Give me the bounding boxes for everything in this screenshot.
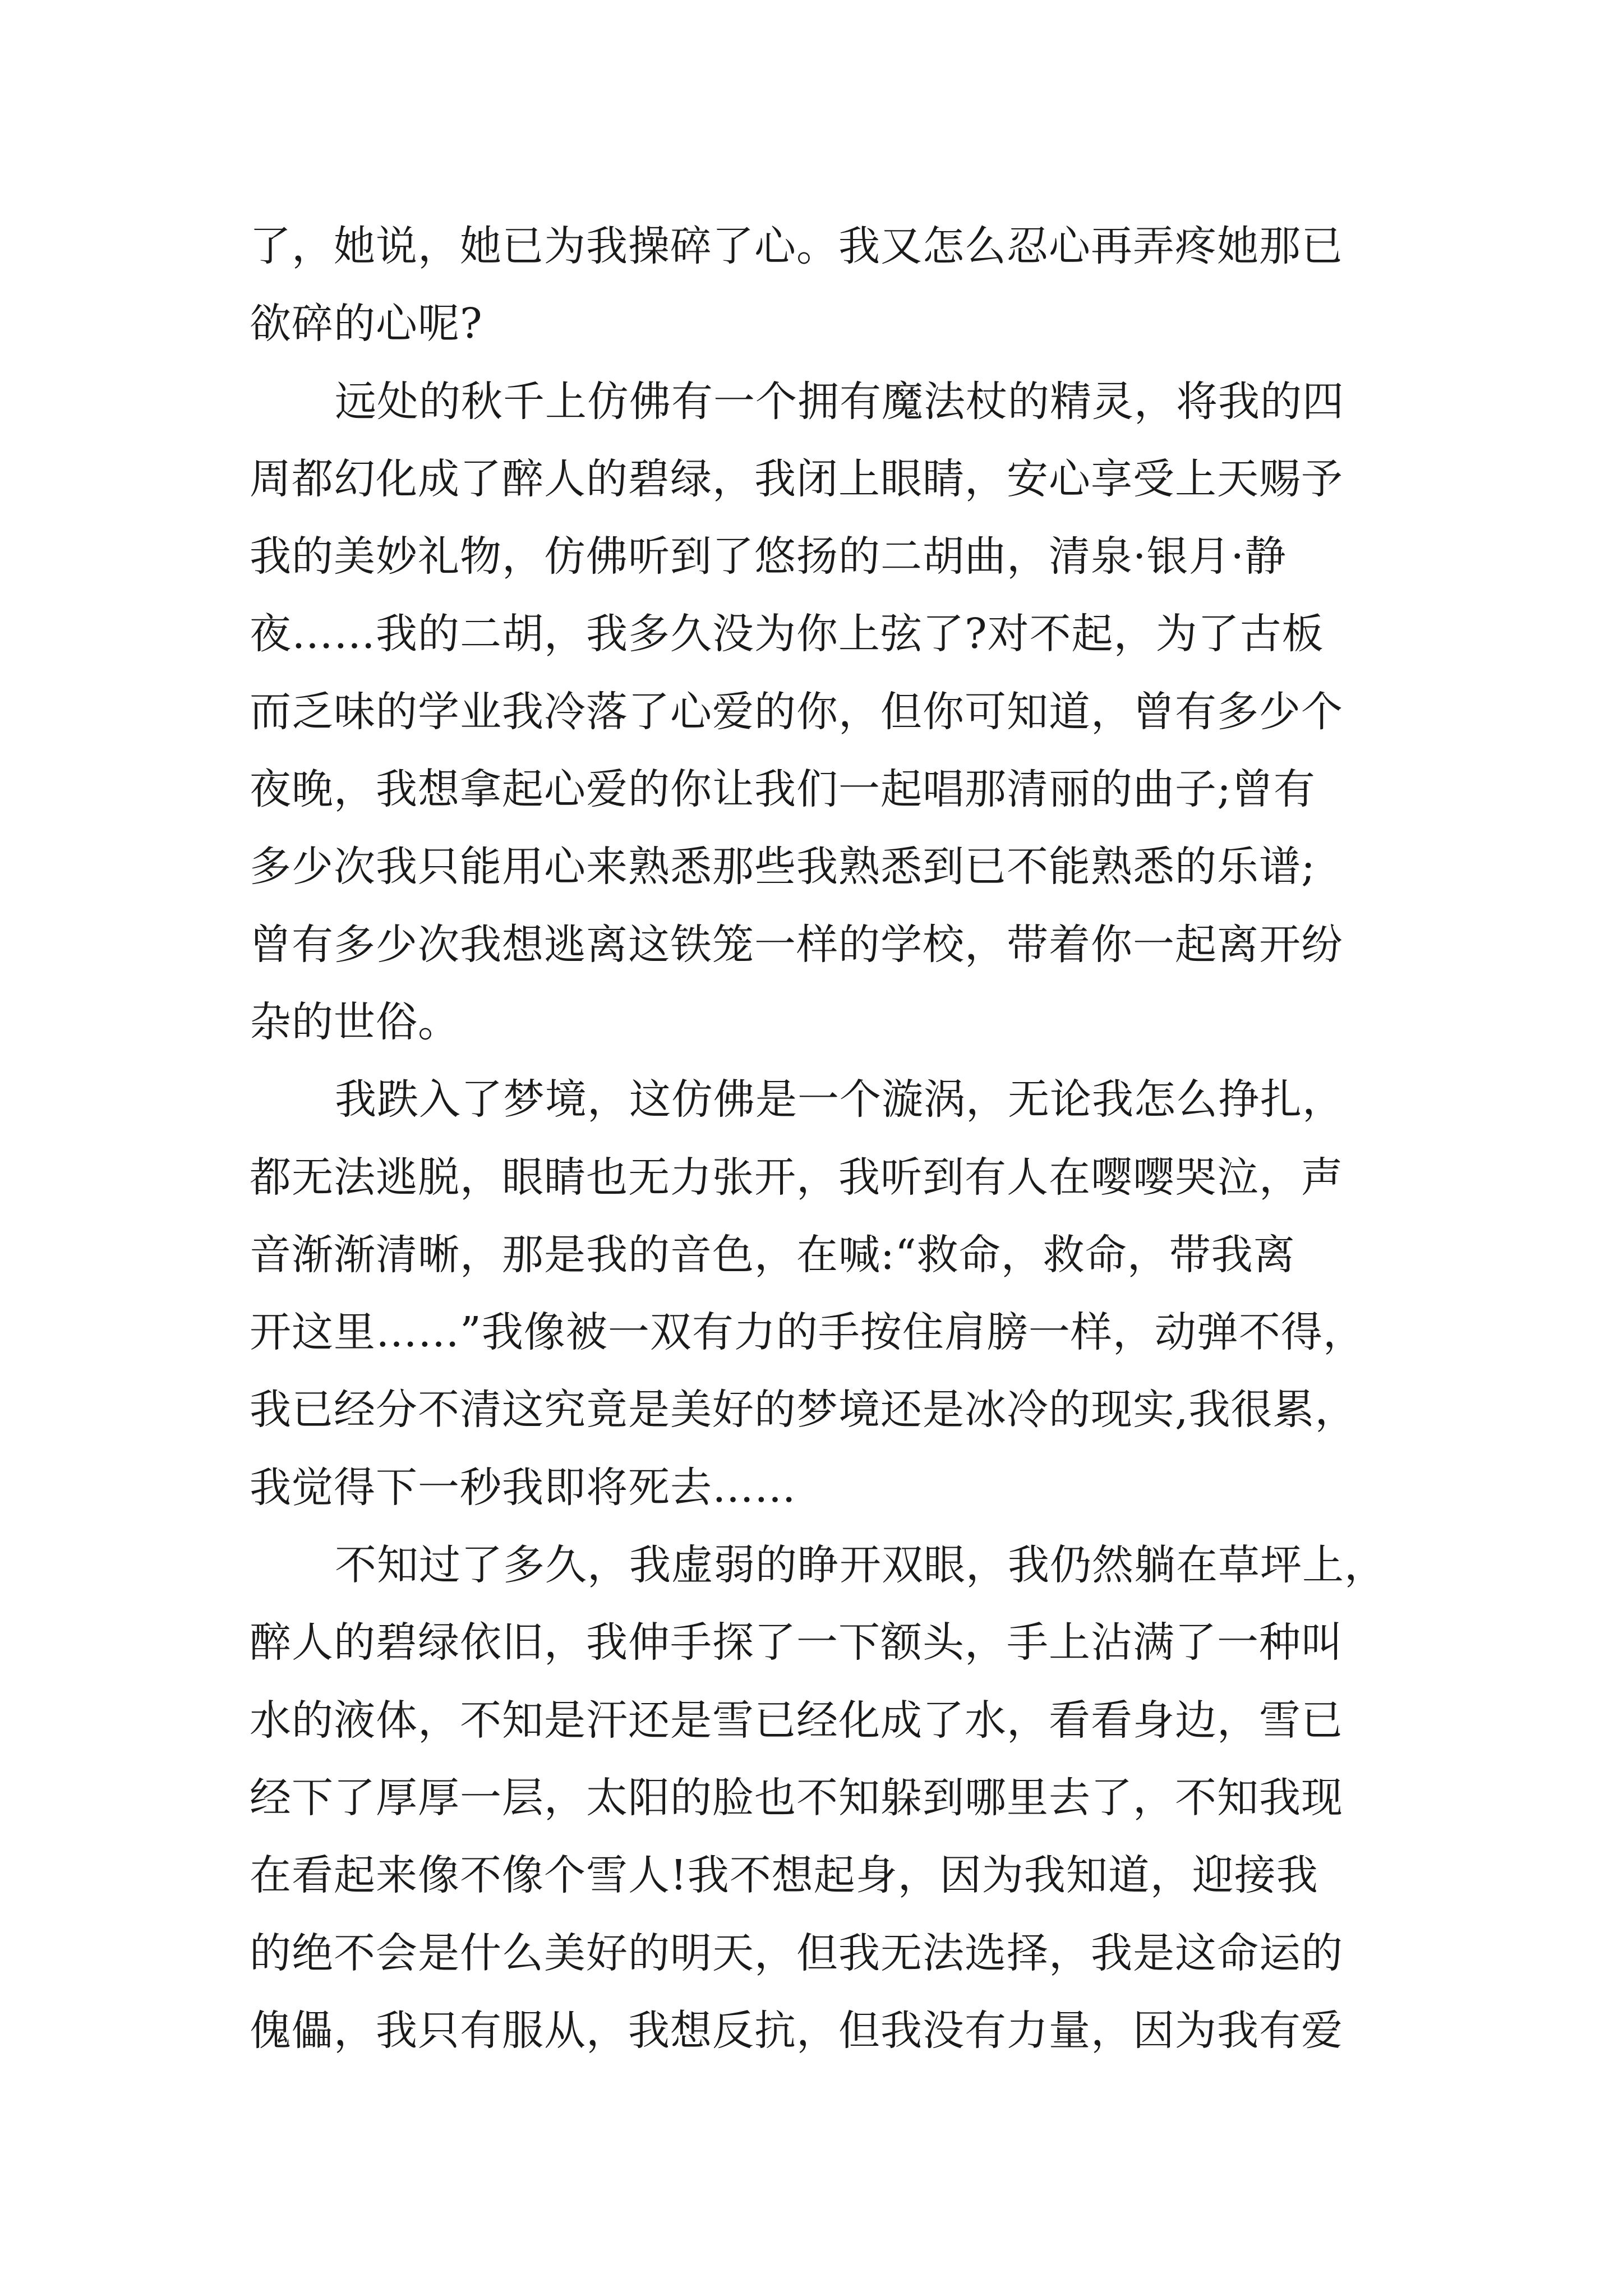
text-line: 音渐渐清晰，那是我的音色，在喊:“救命，救命，带我离 bbox=[250, 1230, 1295, 1279]
text-line: 欲碎的心呢? bbox=[250, 300, 483, 348]
text-line: 而乏味的学业我冷落了心爱的你，但你可知道，曾有多少个 bbox=[250, 687, 1343, 736]
body-text bbox=[250, 208, 1386, 2069]
text-line: 都无法逃脱，眼睛也无力张开，我听到有人在嘤嘤哭泣，声 bbox=[250, 1153, 1343, 1202]
text-line: 多少次我只能用心来熟悉那些我熟悉到已不能熟悉的乐谱; bbox=[250, 843, 1316, 891]
text-line: 我的美妙礼物，仿佛听到了悠扬的二胡曲，清泉·银月·静 bbox=[250, 532, 1287, 581]
text-line: 我跌入了梦境，这仿佛是一个漩涡，无论我怎么挣扎， bbox=[335, 1075, 1344, 1124]
text-line: 了，她说，她已为我操碎了心。我又怎么忍心再弄疼她那已 bbox=[250, 222, 1343, 270]
text-line: 周都幻化成了醉人的碧绿，我闭上眼睛，安心享受上天赐予 bbox=[250, 454, 1343, 503]
text-line: 经下了厚厚一层，太阳的脸也不知躲到哪里去了，不知我现 bbox=[250, 1773, 1343, 1822]
text-line: 开这里……”我像被一双有力的手按住肩膀一样，动弹不得， bbox=[250, 1308, 1365, 1357]
text-line: 我已经分不清这究竟是美好的梦境还是冰冷的现实,我很累， bbox=[250, 1386, 1357, 1434]
text-line: 水的液体，不知是汗还是雪已经化成了水，看看身边，雪已 bbox=[250, 1696, 1343, 1745]
text-line: 醉人的碧绿依旧，我伸手探了一下额头，手上沾满了一种叫 bbox=[250, 1618, 1343, 1667]
text-line: 杂的世俗。 bbox=[250, 997, 460, 1046]
text-line: 远处的秋千上仿佛有一个拥有魔法杖的精灵，将我的四 bbox=[335, 377, 1344, 426]
text-line: 我觉得下一秒我即将死去…… bbox=[250, 1463, 796, 1512]
text-line: 在看起来像不像个雪人!我不想起身，因为我知道，迎接我 bbox=[250, 1851, 1318, 1900]
text-line: 夜晚，我想拿起心爱的你让我们一起唱那清丽的曲子;曾有 bbox=[250, 765, 1316, 814]
text-line: 曾有多少次我想逃离这铁笼一样的学校，带着你一起离开纷 bbox=[250, 920, 1343, 969]
text-line: 傀儡，我只有服从，我想反抗，但我没有力量，因为我有爱 bbox=[250, 2006, 1343, 2055]
text-line: 夜……我的二胡，我多久没为你上弦了?对不起，为了古板 bbox=[250, 610, 1324, 659]
text-line: 的绝不会是什么美好的明天，但我无法选择，我是这命运的 bbox=[250, 1929, 1343, 1977]
text-line: 不知过了多久，我虚弱的睁开双眼，我仍然躺在草坪上， bbox=[335, 1541, 1386, 1590]
